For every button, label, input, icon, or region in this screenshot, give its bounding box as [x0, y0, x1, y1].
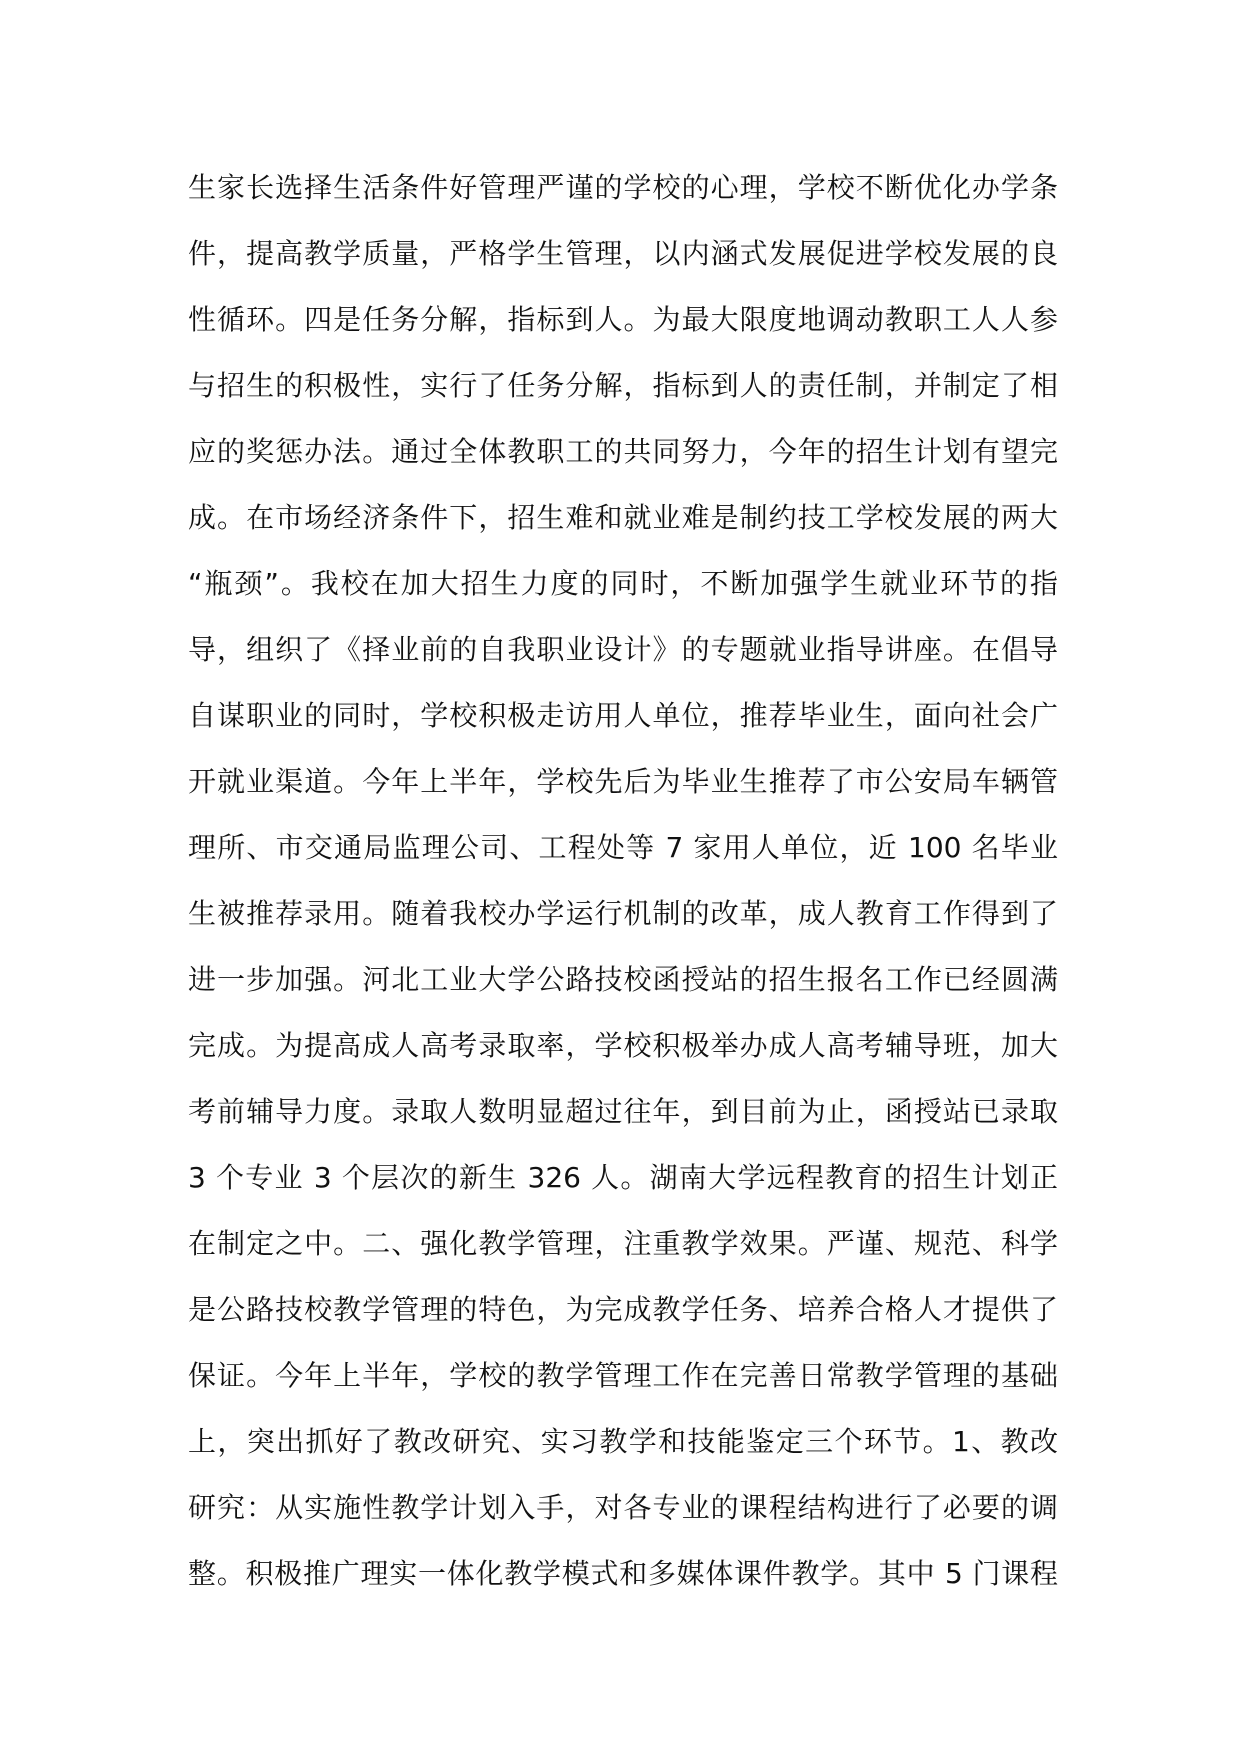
text-line: 导，组织了《择业前的自我职业设计》的专题就业指导讲座。在倡导 [188, 633, 1058, 666]
text-line: 3 个专业 3 个层次的新生 326 人。湖南大学远程教育的招生计划正 [188, 1161, 1058, 1194]
text-line: 开就业渠道。今年上半年，学校先后为毕业生推荐了市公安局车辆管 [188, 765, 1058, 798]
text-line: 性循环。四是任务分解，指标到人。为最大限度地调动教职工人人参 [188, 303, 1058, 336]
body-text [188, 155, 1058, 1607]
text-line: 进一步加强。河北工业大学公路技校函授站的招生报名工作已经圆满 [188, 963, 1058, 996]
text-line: 自谋职业的同时，学校积极走访用人单位，推荐毕业生，面向社会广 [188, 699, 1058, 732]
text-line: 生家长选择生活条件好管理严谨的学校的心理，学校不断优化办学条 [188, 171, 1058, 204]
text-line: 应的奖惩办法。通过全体教职工的共同努力，今年的招生计划有望完 [188, 435, 1058, 468]
text-line: 成。在市场经济条件下，招生难和就业难是制约技工学校发展的两大 [188, 501, 1058, 534]
text-line: 保证。今年上半年，学校的教学管理工作在完善日常教学管理的基础 [188, 1359, 1058, 1392]
text-line: 研究：从实施性教学计划入手，对各专业的课程结构进行了必要的调 [188, 1491, 1058, 1524]
text-line: 件，提高教学质量，严格学生管理，以内涵式发展促进学校发展的良 [188, 237, 1058, 270]
text-line: 在制定之中。二、强化教学管理，注重教学效果。严谨、规范、科学 [188, 1227, 1058, 1260]
text-line: 生被推荐录用。随着我校办学运行机制的改革，成人教育工作得到了 [188, 897, 1058, 930]
text-line: 理所、市交通局监理公司、工程处等 7 家用人单位，近 100 名毕业 [188, 831, 1058, 864]
text-line: 整。积极推广理实一体化教学模式和多媒体课件教学。其中 5 门课程 [188, 1557, 1058, 1590]
text-line: 是公路技校教学管理的特色，为完成教学任务、培养合格人才提供了 [188, 1293, 1058, 1326]
text-line: 与招生的积极性，实行了任务分解，指标到人的责任制，并制定了相 [188, 369, 1058, 402]
text-line: “瓶颈”。我校在加大招生力度的同时，不断加强学生就业环节的指 [188, 567, 1058, 600]
text-line: 上，突出抓好了教改研究、实习教学和技能鉴定三个环节。1、教改 [188, 1425, 1058, 1458]
text-line: 考前辅导力度。录取人数明显超过往年，到目前为止，函授站已录取 [188, 1095, 1058, 1128]
text-line: 完成。为提高成人高考录取率，学校积极举办成人高考辅导班，加大 [188, 1029, 1058, 1062]
